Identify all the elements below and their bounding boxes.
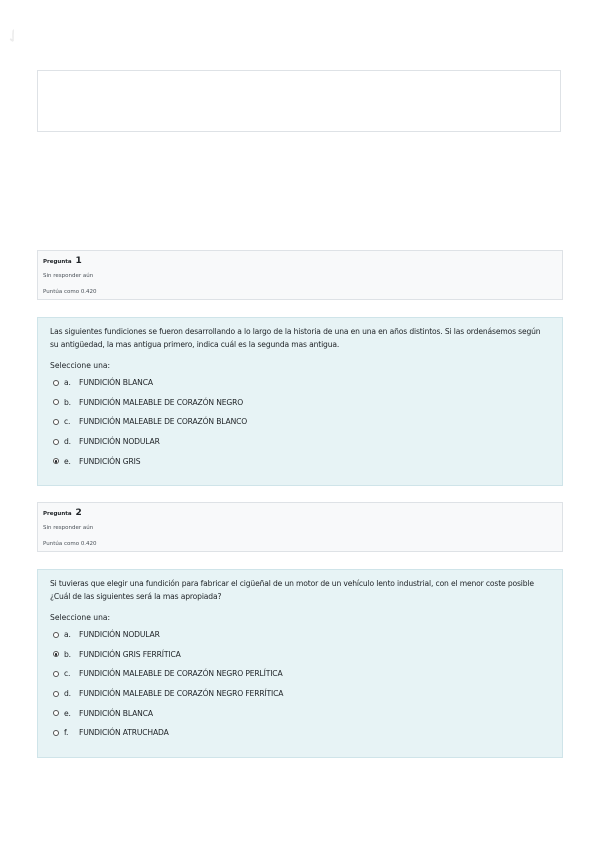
- answer-option-b[interactable]: [50, 645, 550, 665]
- answer-letter: e.: [64, 708, 71, 718]
- answer-option-d[interactable]: [50, 684, 550, 704]
- answer-option-a[interactable]: [50, 625, 550, 645]
- radio-button[interactable]: [53, 671, 59, 677]
- radio-button[interactable]: [53, 419, 59, 425]
- answer-text: FUNDICIÓN MALEABLE DE CORAZÓN NEGRO: [79, 397, 244, 407]
- answer-letter: d.: [64, 689, 71, 699]
- answer-letter: c.: [64, 669, 71, 679]
- answer-option-a[interactable]: [50, 373, 550, 393]
- radio-button[interactable]: [53, 710, 59, 716]
- answer-text: FUNDICIÓN NODULAR: [79, 630, 160, 640]
- question-score: Puntúa como 0.420: [43, 289, 97, 295]
- empty-panel: [37, 70, 561, 132]
- answer-option-c[interactable]: [50, 412, 550, 432]
- answer-text: FUNDICIÓN BLANCA: [79, 708, 153, 718]
- question-label: Pregunta: [43, 511, 72, 517]
- radio-button[interactable]: [53, 399, 59, 405]
- answer-letter: d.: [64, 437, 71, 447]
- answer-option-c[interactable]: [50, 664, 550, 684]
- radio-button[interactable]: [53, 691, 59, 697]
- radio-button-selected[interactable]: [53, 651, 59, 657]
- select-prompt: Seleccione una:: [50, 613, 111, 622]
- answer-letter: b.: [64, 649, 71, 659]
- question-info-2: [37, 502, 563, 552]
- radio-button[interactable]: [53, 730, 59, 736]
- question-content-1: [37, 317, 563, 486]
- answer-option-b[interactable]: [50, 393, 550, 413]
- answer-text: FUNDICIÓN ATRUCHADA: [79, 728, 169, 738]
- answer-option-e[interactable]: [50, 703, 550, 723]
- radio-button-selected[interactable]: [53, 458, 59, 464]
- answer-letter: c.: [64, 417, 71, 427]
- answer-letter: f.: [64, 728, 69, 738]
- answer-text: FUNDICIÓN GRIS: [79, 456, 141, 466]
- question-score: Puntúa como 0.420: [43, 541, 97, 547]
- radio-button[interactable]: [53, 380, 59, 386]
- question-number: 2: [75, 508, 82, 518]
- answer-text: FUNDICIÓN MALEABLE DE CORAZÓN BLANCO: [79, 417, 248, 427]
- question-info-1: [37, 250, 563, 300]
- answer-letter: b.: [64, 397, 71, 407]
- answer-text: FUNDICIÓN MALEABLE DE CORAZÓN NEGRO FERRÍTICA: [79, 689, 284, 699]
- answer-text: FUNDICIÓN NODULAR: [79, 437, 160, 447]
- question-text: Si tuvieras que elegir una fundición para fabricar el cigüeñal de un motor de un vehículo lento industrial, con el menor coste posible ¿Cuál de las siguientes será la mas apropiada?: [50, 579, 534, 601]
- answer-option-d[interactable]: [50, 432, 550, 452]
- answer-option-e[interactable]: [50, 451, 550, 471]
- radio-button[interactable]: [53, 439, 59, 445]
- question-number: 1: [75, 256, 82, 266]
- question-status: Sin responder aún: [43, 273, 94, 279]
- question-title: [43, 508, 557, 519]
- answer-list: [50, 373, 550, 471]
- question-content-2: [37, 569, 563, 758]
- answer-option-f[interactable]: [50, 723, 550, 743]
- answer-letter: a.: [64, 378, 71, 388]
- answer-text: FUNDICIÓN BLANCA: [79, 378, 153, 388]
- answer-text: FUNDICIÓN GRIS FERRÍTICA: [79, 649, 181, 659]
- question-status: Sin responder aún: [43, 525, 94, 531]
- radio-button[interactable]: [53, 632, 59, 638]
- answer-text: FUNDICIÓN MALEABLE DE CORAZÓN NEGRO PERLÍTICA: [79, 669, 283, 679]
- answer-letter: e.: [64, 456, 71, 466]
- answer-list: [50, 625, 550, 743]
- question-text: Las siguientes fundiciones se fueron desarrollando a lo largo de la historia de una en una en años distintos. Si las ordenásemos según su antigüedad, la mas antigua primero, indica cuál es la segunda mas antigua.: [50, 327, 541, 349]
- question-title: [43, 256, 557, 267]
- question-label: Pregunta: [43, 259, 72, 265]
- select-prompt: Seleccione una:: [50, 361, 111, 370]
- answer-letter: a.: [64, 630, 71, 640]
- watermark-icon: ✓: [1, 23, 26, 50]
